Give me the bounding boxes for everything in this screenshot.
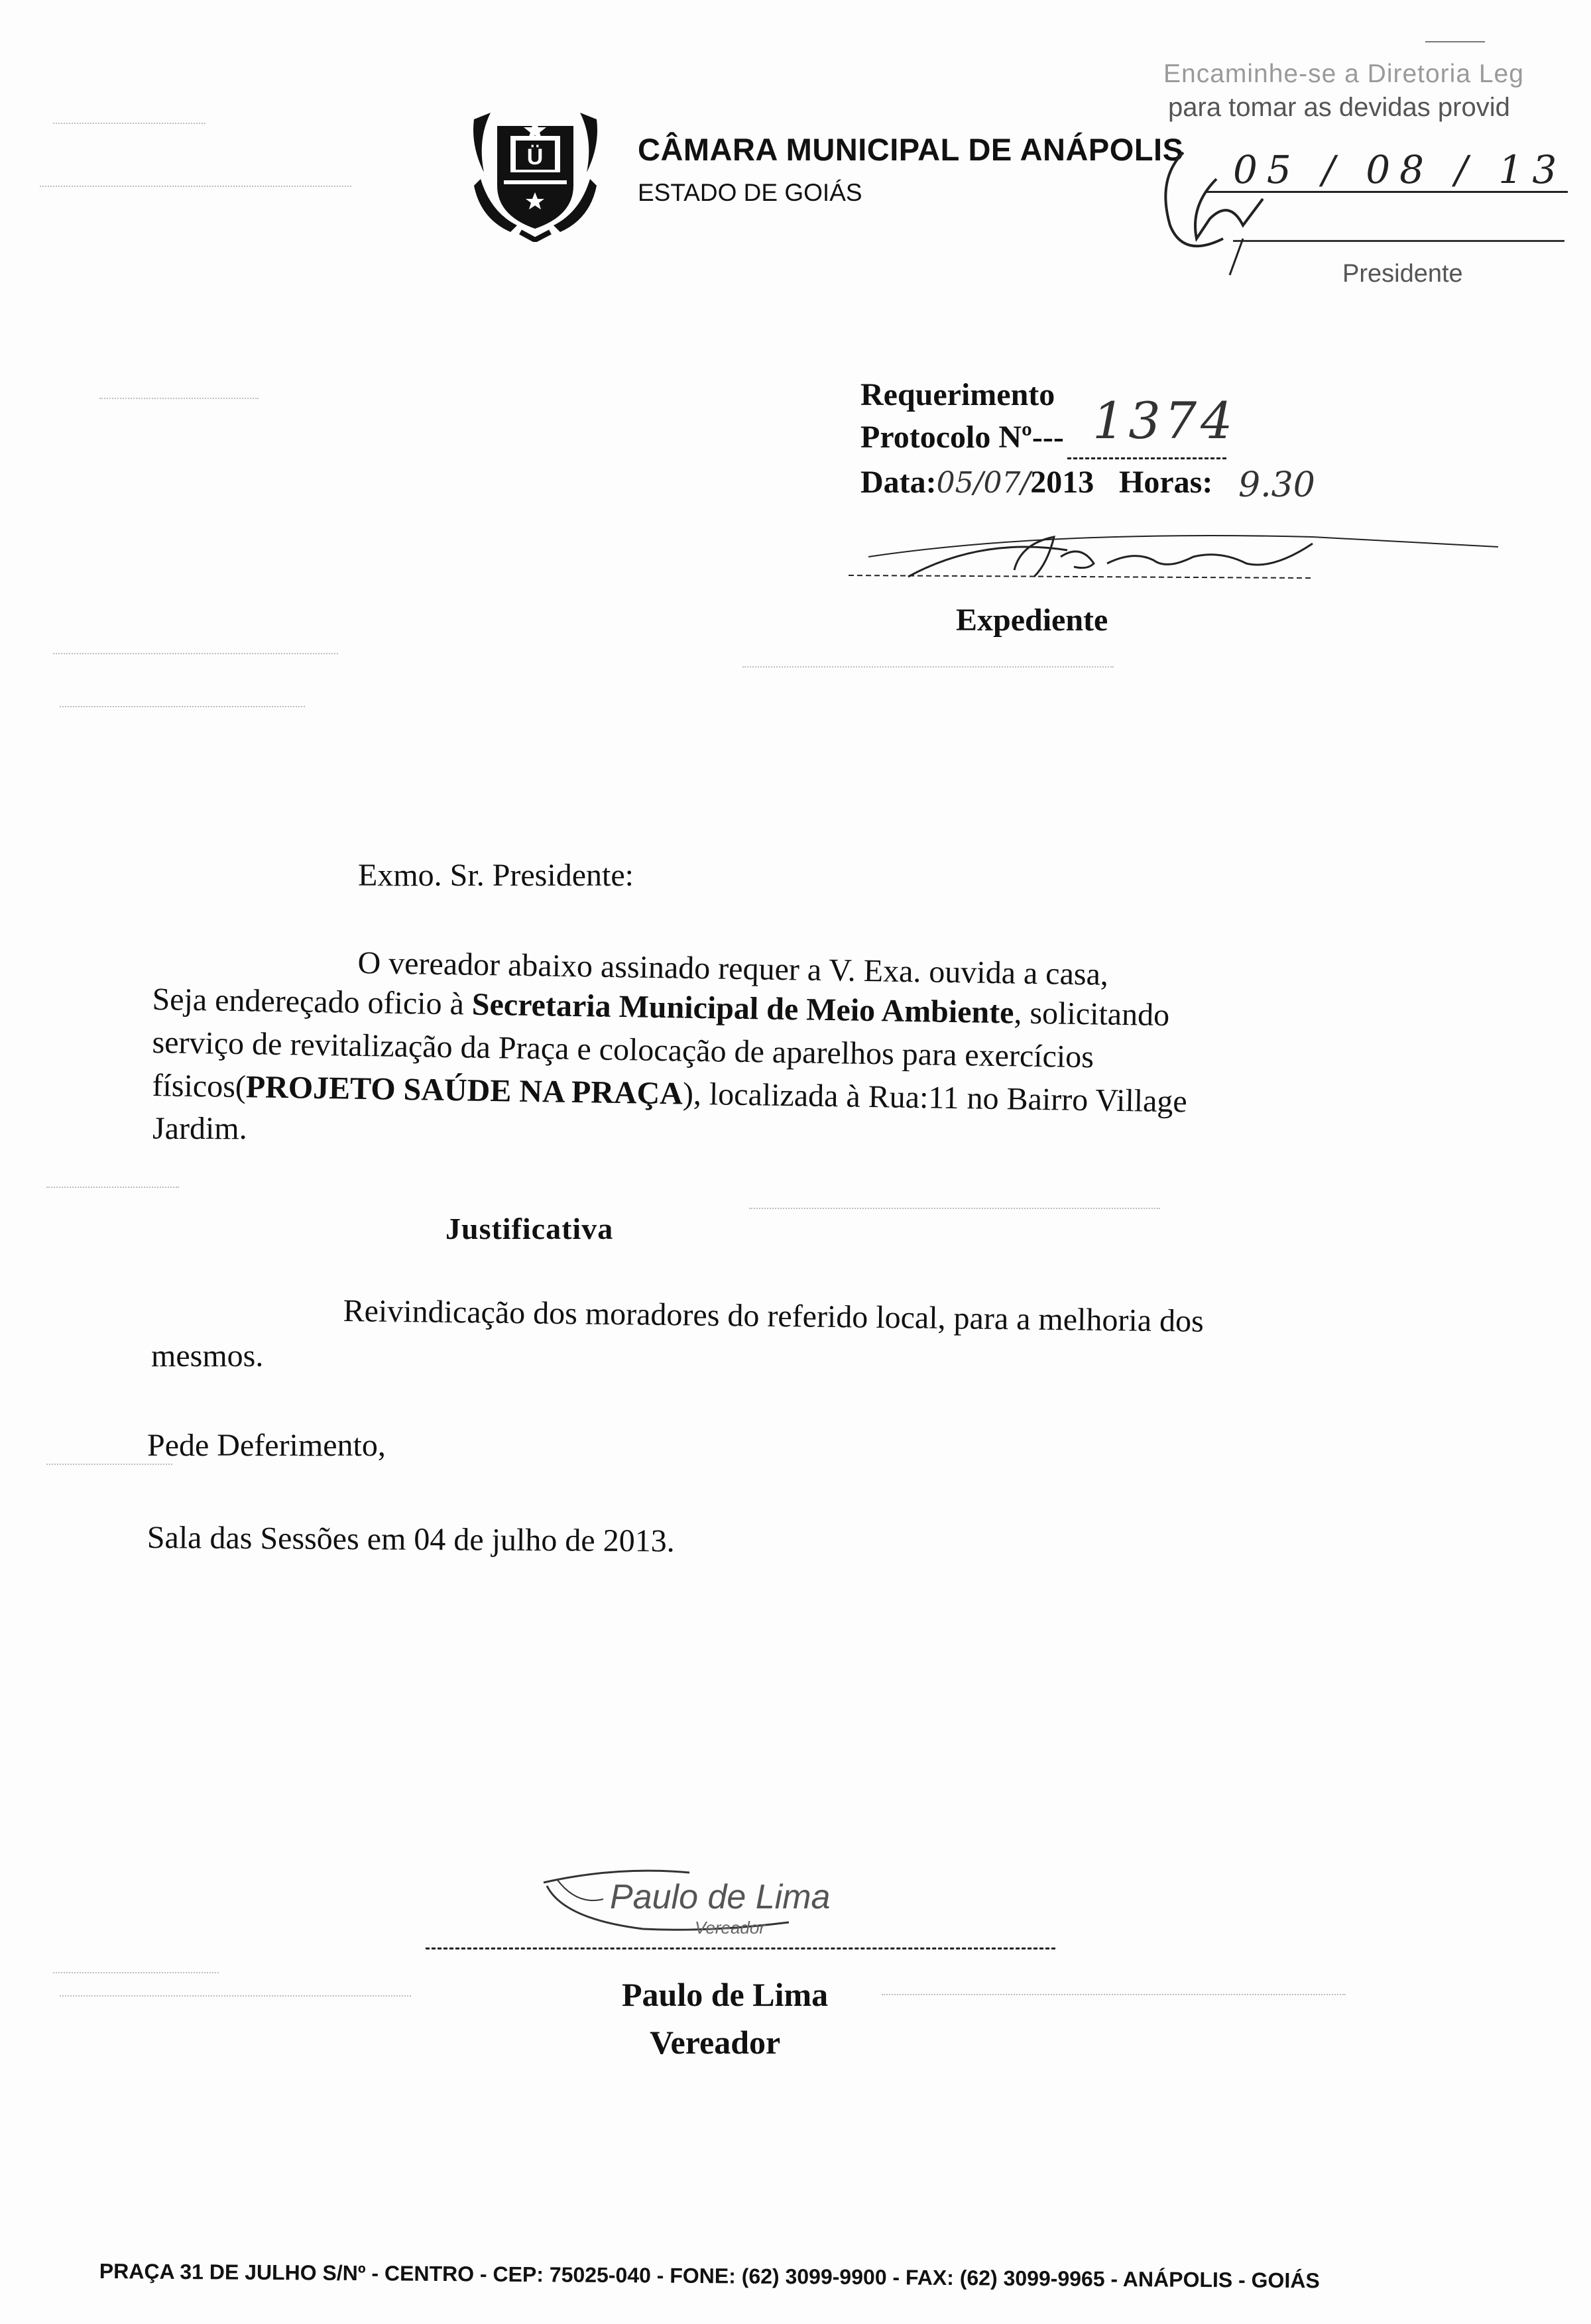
- data-handwritten: 05/07/: [936, 466, 1031, 500]
- crest-logo: [464, 99, 607, 242]
- expediente-label: Expediente: [956, 603, 1108, 638]
- signature-line: [426, 1947, 1055, 1949]
- svg-text:Ü: Ü: [526, 145, 544, 170]
- protocolo-label: Protocolo Nº---: [860, 420, 1064, 455]
- protocolo-number-handwritten: 1374: [1092, 391, 1237, 450]
- body-line-4-start: físicos(: [152, 1067, 247, 1105]
- body-line-1: O vereador abaixo assinado requer a V. Exa. ouvida a casa,: [357, 945, 1109, 992]
- salutation: Exmo. Sr. Presidente:: [358, 858, 634, 893]
- closing-phrase: Pede Deferimento,: [147, 1428, 386, 1463]
- body-line-2-text: Seja endereçado oficio à: [152, 981, 473, 1022]
- body-line-5: Jardim.: [152, 1111, 247, 1146]
- institution-name: CÂMARA MUNICIPAL DE ANÁPOLIS: [638, 132, 1184, 167]
- expediente-signature: [849, 524, 1498, 603]
- justificativa-line-2: mesmos.: [151, 1338, 264, 1373]
- scan-speck: [53, 653, 338, 654]
- data-year: 2013: [1030, 465, 1094, 500]
- scan-speck: [749, 1208, 1160, 1209]
- vereador-role: Vereador: [650, 2024, 781, 2061]
- scan-speck: [99, 398, 259, 399]
- signature-stamp-role: Vereador: [695, 1918, 765, 1938]
- requerimento-label: Requerimento: [860, 377, 1055, 412]
- justificativa-title: Justificativa: [445, 1212, 614, 1246]
- scan-speck: [882, 1994, 1346, 1995]
- scan-speck: [46, 1187, 179, 1188]
- scan-speck: [60, 1995, 411, 1997]
- scan-speck: [40, 186, 351, 187]
- scan-speck: [60, 706, 305, 707]
- horas-label: Horas:: [1119, 465, 1213, 500]
- scan-speck: [53, 123, 206, 124]
- recipient-secretaria: Secretaria Municipal de Meio Ambiente: [471, 986, 1014, 1031]
- stamp-date-handwritten: 05 / 08 / 13: [1233, 147, 1566, 192]
- data-line: [860, 464, 1094, 500]
- justificativa-line-1: Reivindicação dos moradores do referido local, para a melhoria dos: [343, 1293, 1205, 1339]
- protocolo-underline: [1067, 457, 1226, 459]
- stamp-presidente-label: Presidente: [1342, 260, 1463, 288]
- body-line-3: serviço de revitalização da Praça e colocação de aparelhos para exercícios: [152, 1024, 1094, 1075]
- body-line-4-end: ), localizada à Rua:11 no Bairro Village: [682, 1076, 1188, 1120]
- vereador-name: Paulo de Lima: [622, 1976, 829, 2013]
- stamp-top-rules: [1425, 41, 1485, 42]
- signature-stamp-name: Paulo de Lima: [610, 1878, 831, 1916]
- data-label: Data:: [860, 465, 937, 500]
- footer-address: PRAÇA 31 DE JULHO S/Nº - CENTRO - CEP: 75025-040 - FONE: (62) 3099-9900 - FAX: (62) 3099-9965 - ANÁPOLIS - GOIÁS: [99, 2259, 1320, 2293]
- horas-handwritten: 9.30: [1238, 465, 1315, 505]
- scan-speck: [742, 666, 1114, 668]
- scan-speck: [46, 1464, 172, 1465]
- stamp-line-1: Encaminhe-se a Diretoria Leg: [1163, 60, 1524, 88]
- stamp-line-2: para tomar as devidas provid: [1168, 93, 1510, 122]
- body-line-4: [152, 1067, 1187, 1120]
- scan-speck: [53, 1972, 219, 1973]
- place-and-date: Sala das Sessões em 04 de julho de 2013.: [147, 1520, 675, 1559]
- stamp-presidente-signature: [1144, 126, 1289, 278]
- project-name: PROJETO SAÚDE NA PRAÇA: [245, 1069, 683, 1112]
- body-line-2-end: , solicitando: [1014, 995, 1170, 1033]
- state-name: ESTADO DE GOIÁS: [638, 179, 862, 206]
